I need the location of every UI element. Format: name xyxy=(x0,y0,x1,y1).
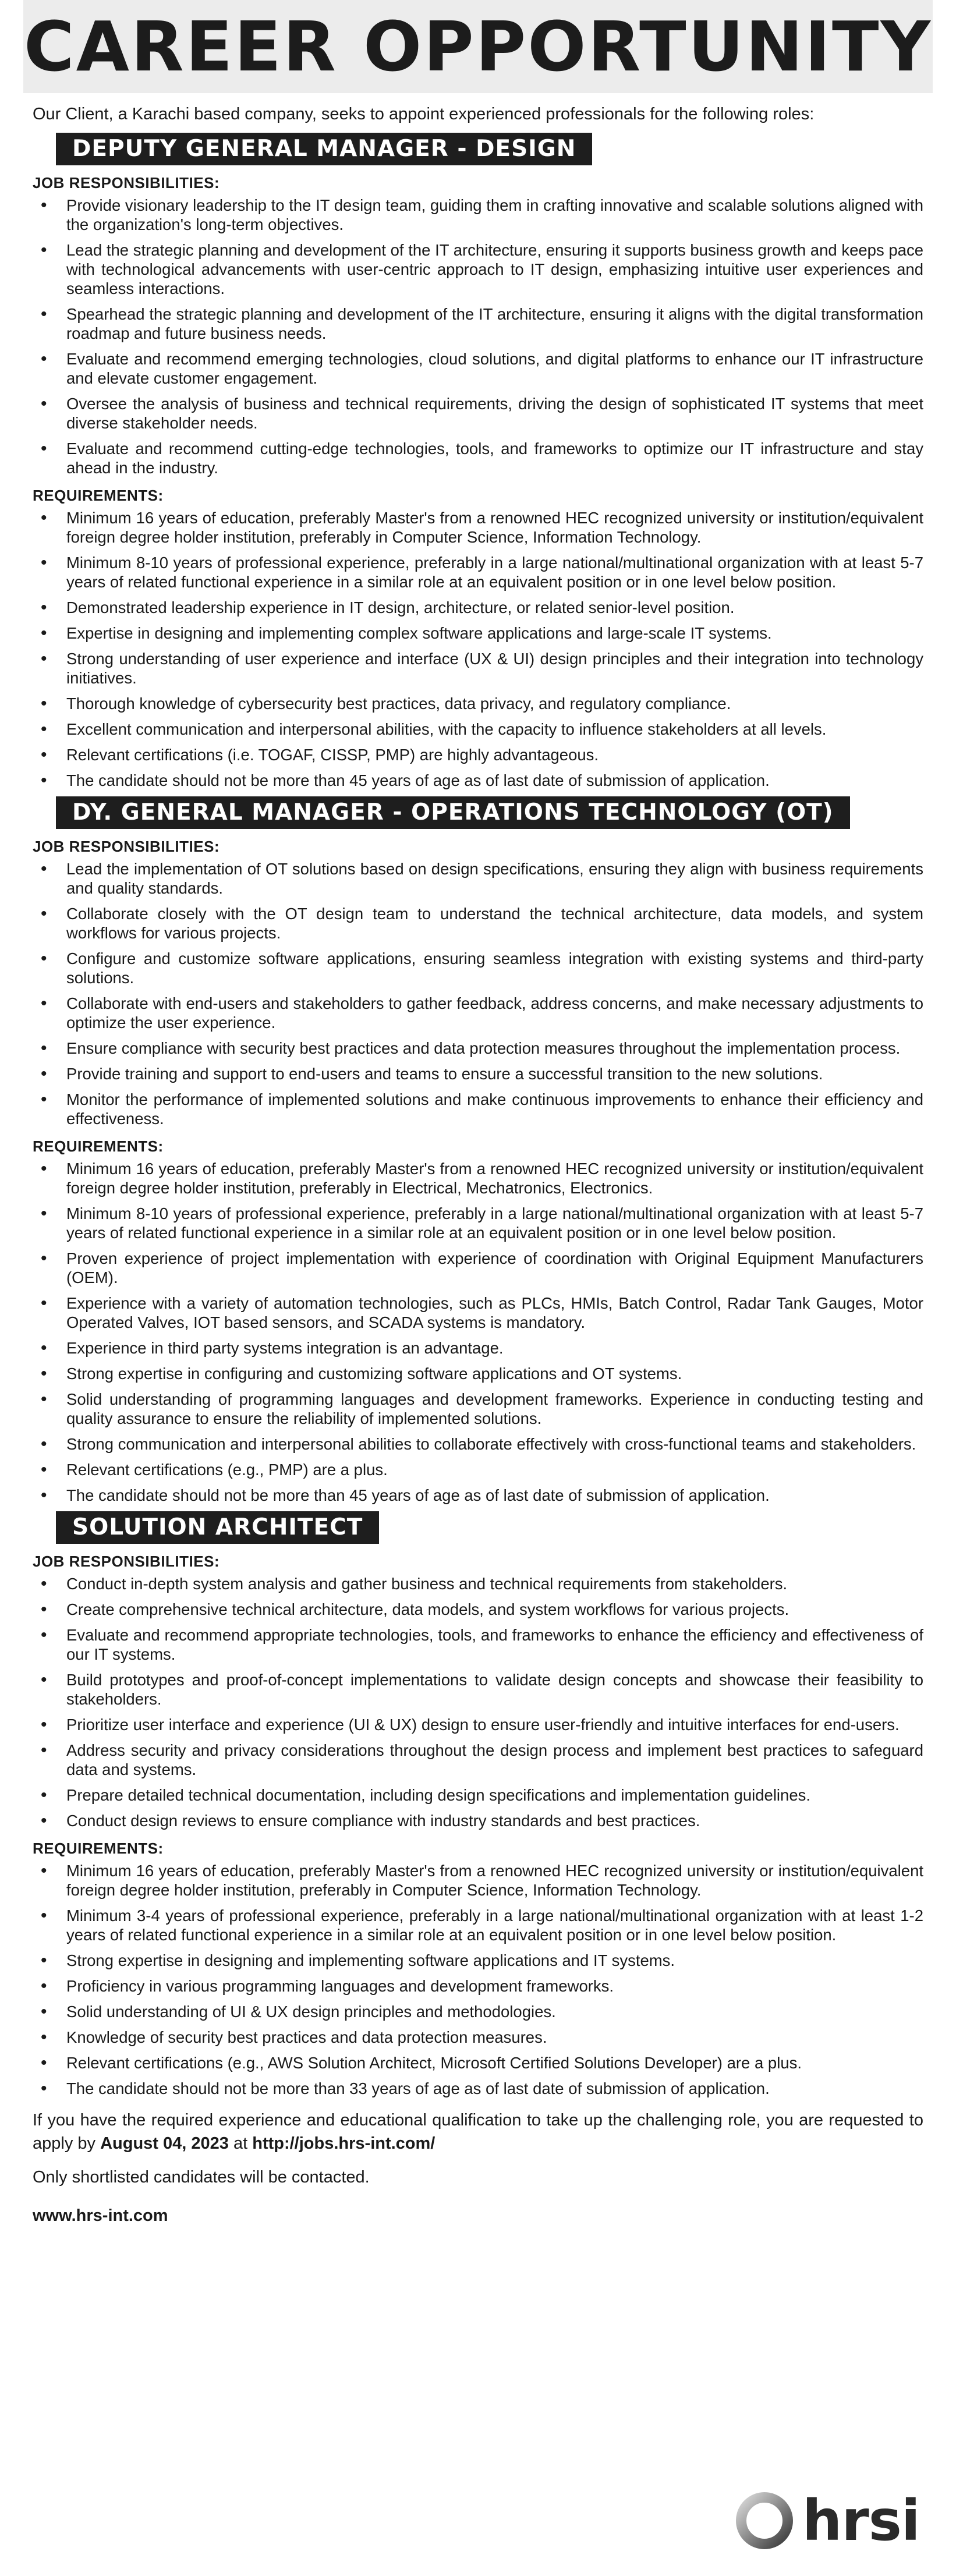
apply-link[interactable]: http://jobs.hrs-int.com/ xyxy=(252,2134,435,2153)
list-item: • Provide visionary leadership to the IT design team, guiding them in crafting innovative and scalable solutions aligned with the organization's long-term objectives. xyxy=(33,196,923,234)
role-section xyxy=(33,133,923,790)
list-item: • Strong expertise in designing and implementing software applications and IT systems. xyxy=(33,1951,923,1970)
role-heading: DY. GENERAL MANAGER - OPERATIONS TECHNOLOGY (OT) xyxy=(56,796,850,829)
list-item: • Experience with a variety of automation technologies, such as PLCs, HMIs, Batch Control, Radar Tank Gauges, Motor Operated Valves, IOT based sensors, and SCADA systems is mandatory. xyxy=(33,1294,923,1332)
list-item: • Minimum 8-10 years of professional experience, preferably in a large national/multinational organization with at least 5-7 years of related functional experience in a similar role at an equivalent position or in one level below position. xyxy=(33,553,923,591)
responsibilities-label: JOB RESPONSIBILITIES: xyxy=(33,1553,220,1570)
list-item: • Excellent communication and interpersonal abilities, with the capacity to influence stakeholders at all levels. xyxy=(33,720,923,739)
requirements-label: REQUIREMENTS: xyxy=(33,487,164,504)
list-item: • Relevant certifications (e.g., AWS Solution Architect, Microsoft Certified Solutions Developer) are a plus. xyxy=(33,2053,923,2072)
requirements-list xyxy=(33,1159,923,1505)
list-item: • Create comprehensive technical architecture, data models, and system workflows for various projects. xyxy=(33,1600,923,1619)
list-item: • Spearhead the strategic planning and development of the IT architecture, ensuring it aligns with the digital transformation roadmap and future business needs. xyxy=(33,304,923,343)
list-item: • Proven experience of project implementation with experience of coordination with Original Equipment Manufacturers (OEM). xyxy=(33,1249,923,1287)
role-heading: DEPUTY GENERAL MANAGER - DESIGN xyxy=(56,133,592,165)
requirements-label: REQUIREMENTS: xyxy=(33,1138,164,1155)
shortlist-note: Only shortlisted candidates will be contacted. xyxy=(33,2168,370,2187)
list-item: • Knowledge of security best practices and data protection measures. xyxy=(33,2028,923,2047)
role-heading: SOLUTION ARCHITECT xyxy=(56,1511,379,1544)
list-item: • Conduct in-depth system analysis and gather business and technical requirements from stakeholders. xyxy=(33,1574,923,1593)
list-item: • Oversee the analysis of business and technical requirements, driving the design of sophisticated IT systems that meet diverse stakeholder needs. xyxy=(33,394,923,433)
responsibilities-list xyxy=(33,859,923,1128)
logo-text: hrsi xyxy=(802,2488,920,2553)
list-item: • Solid understanding of UI & UX design principles and methodologies. xyxy=(33,2002,923,2021)
intro-text: Our Client, a Karachi based company, seeks to appoint experienced professionals for the following roles: xyxy=(33,105,815,123)
role-section xyxy=(33,796,923,1505)
closing-text-1: If you have the required experience and educational qualification to take up the challenging role, you are requested to apply by xyxy=(33,2111,923,2153)
list-item: • Evaluate and recommend emerging technologies, cloud solutions, and digital platforms to enhance our IT infrastructure and elevate customer engagement. xyxy=(33,349,923,388)
list-item: • Collaborate closely with the OT design team to understand the technical architecture, data models, and system workflows for various projects. xyxy=(33,904,923,942)
list-item: • Strong communication and interpersonal abilities to collaborate effectively with cross-functional teams and stakeholders. xyxy=(33,1434,923,1454)
list-item: • Experience in third party systems integration is an advantage. xyxy=(33,1338,923,1358)
list-item: • The candidate should not be more than 45 years of age as of last date of submission of application. xyxy=(33,771,923,790)
list-item: • Relevant certifications (e.g., PMP) are a plus. xyxy=(33,1460,923,1479)
list-item: • Relevant certifications (i.e. TOGAF, CISSP, PMP) are highly advantageous. xyxy=(33,745,923,764)
list-item: • Strong understanding of user experience and interface (UX & UI) design principles and their integration into technology initiatives. xyxy=(33,649,923,688)
list-item: • Minimum 16 years of education, preferably Master's from a renowned HEC recognized university or institution/equivalent foreign degree holder institution, preferably in Computer Science, Information Technology. xyxy=(33,508,923,547)
list-item: • Evaluate and recommend cutting-edge technologies, tools, and frameworks to optimize our IT infrastructure and stay ahead in the industry. xyxy=(33,439,923,477)
responsibilities-list xyxy=(33,1574,923,1830)
list-item: • Strong expertise in configuring and customizing software applications and OT systems. xyxy=(33,1364,923,1383)
list-item: • Monitor the performance of implemented solutions and make continuous improvements to enhance their efficiency and effectiveness. xyxy=(33,1090,923,1128)
closing-text-2: at xyxy=(228,2134,253,2153)
list-item: • The candidate should not be more than 33 years of age as of last date of submission of application. xyxy=(33,2079,923,2098)
ad-content xyxy=(33,102,923,2226)
list-item: • The candidate should not be more than 45 years of age as of last date of submission of application. xyxy=(33,1486,923,1505)
roles-container xyxy=(33,133,923,2098)
list-item: • Lead the implementation of OT solutions based on design specifications, ensuring they align with business requirements and quality standards. xyxy=(33,859,923,898)
list-item: • Minimum 8-10 years of professional experience, preferably in a large national/multinational organization with at least 5-7 years of related functional experience in a similar role at an equivalent position or in one level below position. xyxy=(33,1204,923,1242)
requirements-label: REQUIREMENTS: xyxy=(33,1840,164,1857)
hrsi-logo xyxy=(732,2486,925,2556)
list-item: • Collaborate with end-users and stakeholders to gather feedback, address concerns, and make necessary adjustments to optimize the user experience. xyxy=(33,994,923,1032)
list-item: • Minimum 16 years of education, preferably Master's from a renowned HEC recognized university or institution/equivalent foreign degree holder institution, preferably in Computer Science, Information Technology. xyxy=(33,1861,923,1900)
list-item: • Thorough knowledge of cybersecurity best practices, data privacy, and regulatory compliance. xyxy=(33,694,923,713)
website-link[interactable]: www.hrs-int.com xyxy=(33,2206,168,2225)
list-item: • Evaluate and recommend appropriate technologies, tools, and frameworks to enhance the efficiency and effectiveness of our IT systems. xyxy=(33,1625,923,1664)
list-item: • Address security and privacy considerations throughout the design process and implement best practices to safeguard data and systems. xyxy=(33,1741,923,1779)
list-item: • Expertise in designing and implementing complex software applications and large-scale IT systems. xyxy=(33,623,923,643)
responsibilities-label: JOB RESPONSIBILITIES: xyxy=(33,174,220,192)
list-item: • Provide training and support to end-users and teams to ensure a successful transition to the new solutions. xyxy=(33,1064,923,1083)
list-item: • Configure and customize software applications, ensuring seamless integration with existing systems and third-party solutions. xyxy=(33,949,923,987)
list-item: • Build prototypes and proof-of-concept implementations to validate design concepts and showcase their feasibility to stakeholders. xyxy=(33,1670,923,1709)
list-item: • Prepare detailed technical documentation, including design specifications and implementation guidelines. xyxy=(33,1785,923,1805)
requirements-list xyxy=(33,1861,923,2098)
page-title: CAREER OPPORTUNITY xyxy=(23,0,933,93)
list-item: • Solid understanding of programming languages and development frameworks. Experience in conducting testing and quality assurance to ensure the reliability of implemented solutions. xyxy=(33,1390,923,1428)
list-item: • Prioritize user interface and experience (UI & UX) design to ensure user-friendly and intuitive interfaces for end-users. xyxy=(33,1715,923,1734)
ring-icon xyxy=(732,2489,796,2553)
requirements-list xyxy=(33,508,923,790)
list-item: • Proficiency in various programming languages and development frameworks. xyxy=(33,1976,923,1996)
list-item: • Lead the strategic planning and development of the IT architecture, ensuring it supports business growth and keeps pace with technological advancements with user-centric approach to IT design, emphasizing intuitive user experiences and seamless interactions. xyxy=(33,240,923,298)
list-item: • Minimum 16 years of education, preferably Master's from a renowned HEC recognized university or institution/equivalent foreign degree holder institution, preferably in Electrical, Mechatronics, Electronics. xyxy=(33,1159,923,1197)
responsibilities-list xyxy=(33,196,923,477)
list-item: • Minimum 3-4 years of professional experience, preferably in a large national/multinational organization with at least 1-2 years of related functional experience in a similar role at an equivalent position or in one level below position. xyxy=(33,1906,923,1944)
responsibilities-label: JOB RESPONSIBILITIES: xyxy=(33,838,220,855)
list-item: • Ensure compliance with security best practices and data protection measures throughout the implementation process. xyxy=(33,1039,923,1058)
list-item: • Demonstrated leadership experience in IT design, architecture, or related senior-level position. xyxy=(33,598,923,617)
deadline-date: August 04, 2023 xyxy=(100,2134,229,2153)
role-section xyxy=(33,1511,923,2098)
closing-paragraph xyxy=(33,2109,923,2155)
list-item: • Conduct design reviews to ensure compliance with industry standards and best practices. xyxy=(33,1811,923,1830)
